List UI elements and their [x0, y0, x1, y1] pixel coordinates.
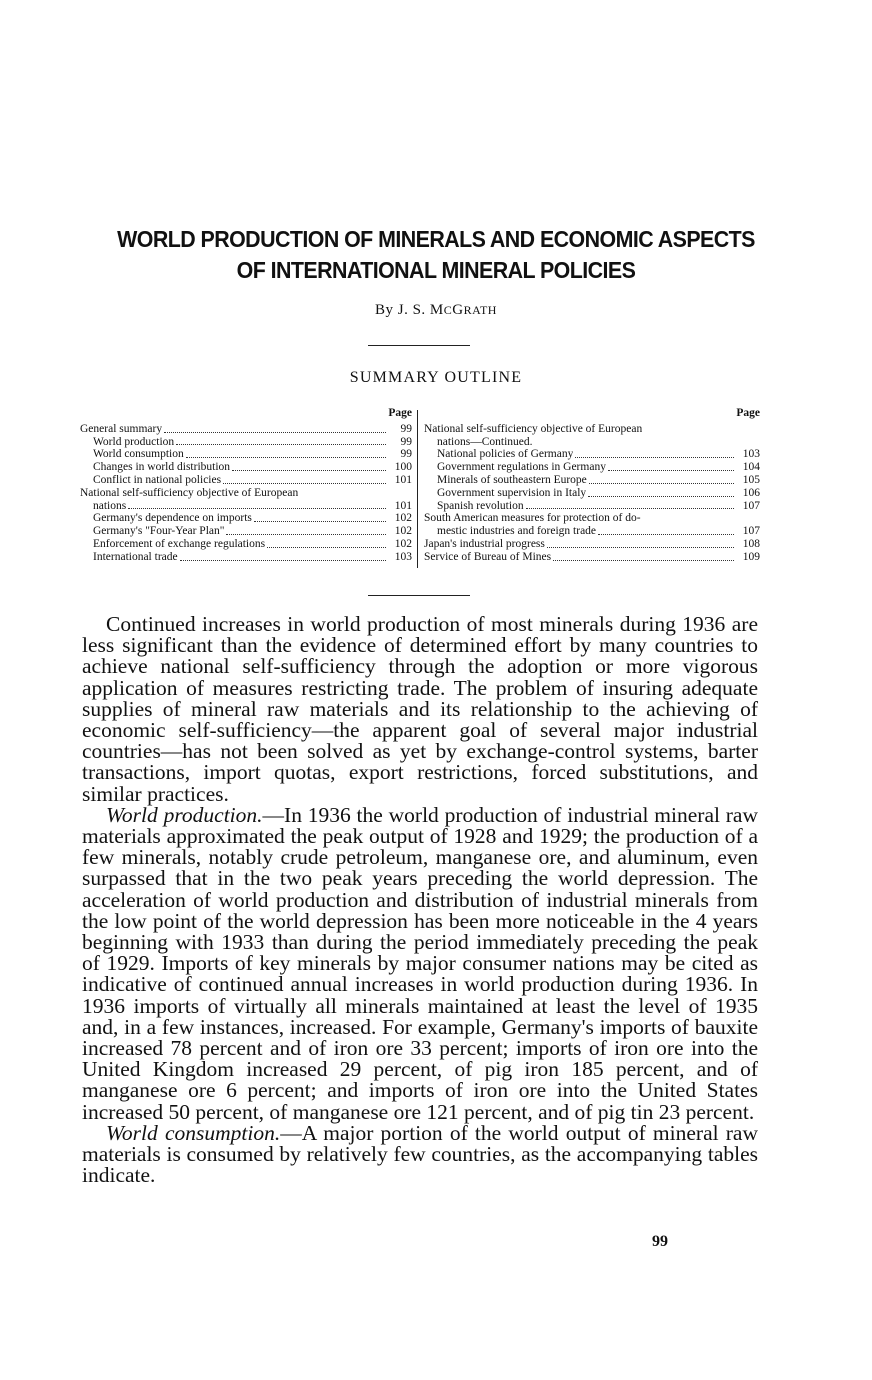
dot-leader: [254, 521, 386, 522]
outline-entry-page: 102: [394, 537, 412, 550]
title-line-1: WORLD PRODUCTION OF MINERALS AND ECONOMIC ASPECTS: [117, 226, 755, 252]
outline-entry-text: National policies of Germany: [437, 448, 574, 461]
dot-leader: [547, 547, 734, 548]
outline-entry-page: 108: [742, 537, 760, 550]
outline-entry-text: Conflict in national policies: [93, 473, 222, 486]
outline-entry: [424, 487, 760, 500]
outline-entry: [424, 538, 760, 551]
outline-column-divider: [417, 410, 418, 568]
outline-entry-text: Spanish revolution: [437, 499, 524, 512]
outline-right-column: [424, 407, 760, 564]
outline-entry-text: World consumption: [93, 448, 184, 461]
outline-entry: [424, 474, 760, 487]
outline-entry: [80, 487, 412, 500]
outline-entry-page: 103: [394, 550, 412, 563]
section-run-in-heading: World consumption.: [106, 1120, 281, 1145]
paragraph: World consumption.—A major portion of the world output of mineral raw materials is consumed by relatively few countries, as the accompanying tables indicate.: [82, 1120, 758, 1188]
outline-entry: [80, 538, 412, 551]
dot-leader: [526, 508, 734, 509]
outline-entry-text: International trade: [93, 550, 178, 563]
outline-entry: [80, 512, 412, 525]
outline-entry: [424, 525, 760, 538]
divider-rule-top: [368, 345, 470, 346]
outline-entry: [424, 436, 760, 449]
dot-leader: [608, 470, 734, 471]
dot-leader: [267, 547, 386, 548]
outline-entry: [80, 474, 412, 487]
outline-left-column: [80, 407, 412, 564]
outline-entry: [80, 525, 412, 538]
outline-entry-text: Enforcement of exchange regulations: [93, 537, 266, 550]
outline-entry-text: Service of Bureau of Mines: [424, 550, 552, 563]
dot-leader: [180, 560, 386, 561]
dot-leader: [176, 444, 386, 445]
page-column-label: Page: [736, 407, 760, 419]
dot-leader: [598, 534, 734, 535]
outline-entry-page: 106: [742, 486, 760, 499]
outline-entry-page: 107: [742, 525, 760, 538]
outline-entry-page: 101: [394, 473, 412, 486]
page-column-label: Page: [388, 407, 412, 419]
outline-entry: [424, 461, 760, 474]
article-title: [86, 224, 785, 286]
outline-entry-page: 102: [394, 512, 412, 525]
dot-leader: [588, 496, 734, 497]
dot-leader: [589, 483, 734, 484]
page-number: 99: [652, 1233, 668, 1250]
outline-entry-text: Changes in world distribution: [93, 461, 231, 474]
outline-entry-text: Germany's dependence on imports: [93, 512, 252, 525]
section-run-in-heading: World production.: [106, 802, 263, 827]
outline-entry-text: South American measures for protection of do-: [424, 512, 641, 525]
outline-entry: [80, 448, 412, 461]
dot-leader: [164, 432, 386, 433]
outline-entry: [424, 551, 760, 564]
divider-rule-bottom: [368, 595, 470, 596]
outline-entry-page: 102: [394, 525, 412, 538]
article-body: [82, 614, 758, 1186]
outline-entry: [424, 512, 760, 525]
outline-entry: [80, 461, 412, 474]
outline-entry-text: World production: [93, 435, 175, 448]
outline-entry: [80, 436, 412, 449]
outline-entry: [80, 551, 412, 564]
dot-leader: [128, 508, 386, 509]
outline-entry: [424, 448, 760, 461]
outline-entry-text: Minerals of southeastern Europe: [437, 473, 587, 486]
dot-leader: [553, 560, 734, 561]
outline-heading: SUMMARY OUTLINE: [349, 369, 523, 386]
outline-entry: [80, 500, 412, 513]
outline-entry-text: General summary: [80, 422, 163, 435]
outline-entry: [424, 423, 760, 436]
outline-entry-text: mestic industries and foreign trade: [437, 525, 597, 538]
outline-entry: [80, 423, 412, 436]
title-line-2: OF INTERNATIONAL MINERAL POLICIES: [236, 257, 636, 283]
paragraph: Continued increases in world production of most minerals during 1936 are less significant than the evidence of determined effort by many countries to achieve national self-sufficiency through the adoption or more vigorous application of measures restricting trade. The problem of insuring adequate supplies of mineral raw materials and its relationship to the achieving of economic self-sufficiency—the apparent goal of several major industrial countries—has not been solved as yet by exchange-control systems, barter transactions, import quotas, export restrictions, forced substitutions, and similar practices.: [82, 612, 758, 806]
outline-entry-page: 107: [742, 499, 760, 512]
outline-entry-text: nations: [93, 499, 127, 512]
outline-entry-page: 101: [394, 499, 412, 512]
outline-entry-page: 99: [400, 448, 412, 461]
outline-entry-page: 99: [400, 422, 412, 435]
outline-entry: [424, 500, 760, 513]
dot-leader: [232, 470, 386, 471]
dot-leader: [186, 457, 386, 458]
dot-leader: [223, 483, 386, 484]
dot-leader: [226, 534, 386, 535]
outline-entry-text: Japan's industrial progress: [424, 537, 545, 550]
outline-entry-text: National self-sufficiency objective of European: [80, 486, 299, 499]
dot-leader: [575, 457, 734, 458]
outline-entry-page: 109: [742, 550, 760, 563]
outline-entry-page: 100: [394, 461, 412, 474]
outline-entry-text: Government supervision in Italy: [437, 486, 587, 499]
outline-entry-page: 105: [742, 473, 760, 486]
outline-entry-text: National self-sufficiency objective of European: [424, 422, 643, 435]
outline-entry-page: 99: [400, 435, 412, 448]
outline-entry-text: Germany's "Four-Year Plan": [93, 525, 225, 538]
outline-entry-text: Government regulations in Germany: [437, 461, 606, 474]
outline-entry-text: nations—Continued.: [437, 435, 533, 448]
paragraph: World production.—In 1936 the world production of industrial mineral raw materials approximated the peak output of 1928 and 1929; the production of a few minerals, notably crude petroleum, manganese ore, and aluminum, even surpassed that in the two peak years preceding the world depression. The acceleration of world production and distribution of industrial minerals from the low point of the world depression has been more noticeable in the 4 years beginning with 1933 than during the period immediately preceding the peak of 1929. Imports of key minerals by major consumer nations may be cited as indicative of continued annual increases in world production during 1936. In 1936 imports of virtually all minerals maintained at least the level of 1935 and, in a few instances, increased. For example, Germany's imports of bauxite increased 78 percent and of iron ore 33 percent; imports of iron ore into the United Kingdom increased 29 percent, of pig iron 185 percent, and of manganese ore 6 percent; and imports of iron ore into the United States increased 50 percent, of manganese ore 121 percent, and of pig tin 23 percent.: [82, 802, 758, 1124]
outline-entry-page: 103: [742, 448, 760, 461]
author-byline: By J. S. MCGRATH: [375, 302, 497, 318]
outline-entry-page: 104: [742, 461, 760, 474]
